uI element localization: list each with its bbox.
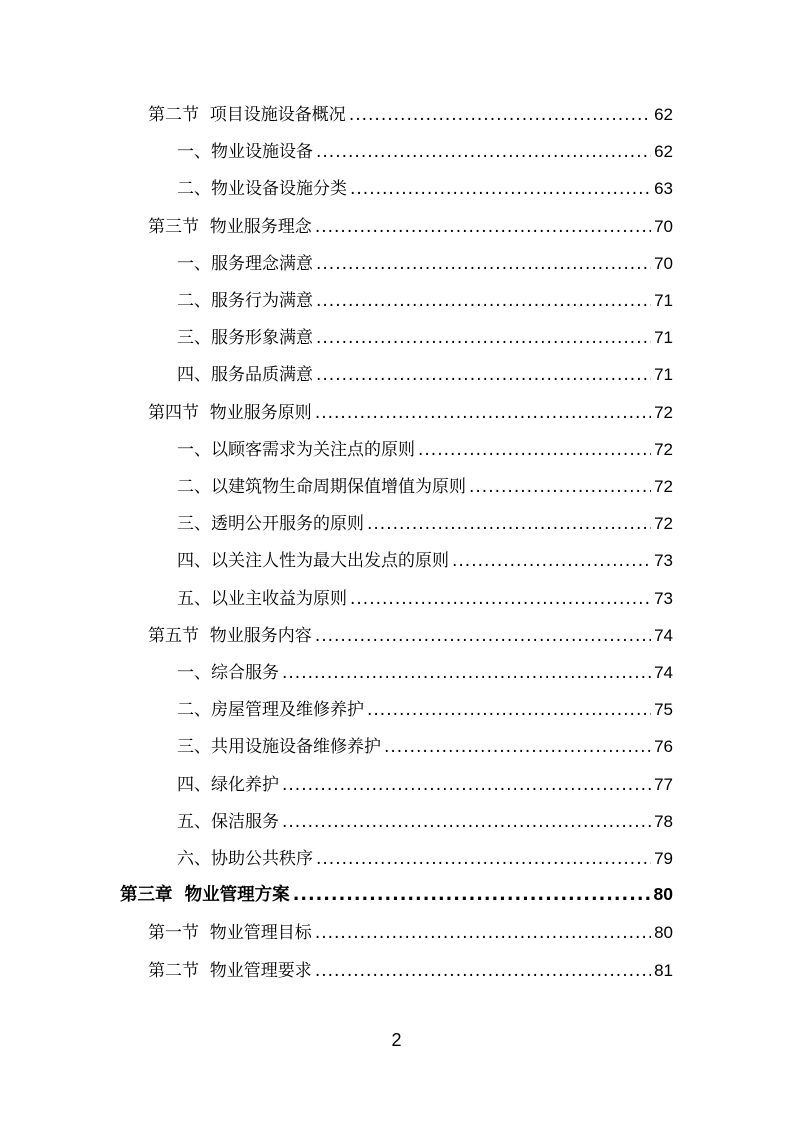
toc-entry-title: 四、服务品质满意 [177,365,313,386]
toc-dot-leader [315,217,651,237]
toc-entry-page: 72 [654,402,673,422]
toc-entry-title: 一、综合服务 [177,663,279,683]
toc-dot-leader [350,589,651,609]
toc-entry-title: 二、房屋管理及维修养护 [177,700,364,721]
toc-entry[interactable] [177,174,673,211]
toc-entry-title: 五、以业主收益为原则 [177,588,347,609]
toc-entry-page: 79 [654,849,673,868]
toc-entry-page: 73 [654,551,673,571]
toc-entry-title: 第二节 项目设施设备概况 [148,105,346,125]
toc-entry-page: 73 [654,588,673,608]
toc-entry-title: 第五节 物业服务内容 [148,625,312,646]
toc-dot-leader [293,885,651,905]
toc-dot-leader [384,737,651,757]
toc-dot-leader [315,403,651,423]
toc-entry[interactable] [177,732,673,769]
toc-dot-leader [349,105,651,125]
toc-dot-leader [282,663,651,683]
toc-entry-title: 第二节 物业管理要求 [148,960,312,981]
toc-entry[interactable] [177,695,673,732]
toc-entry-page: 70 [654,253,673,273]
toc-entry-title: 四、以关注人性为最大出发点的原则 [177,551,449,572]
toc-entry[interactable] [177,249,673,286]
toc-entry-title: 二、物业设备设施分类 [177,179,347,200]
toc-entry-page: 75 [654,700,673,720]
page-number: 2 [391,1030,402,1050]
toc-entry-page: 74 [654,625,673,645]
toc-entry-page: 77 [654,774,673,794]
toc-entry-page: 80 [654,923,673,943]
toc-entry[interactable] [120,881,673,918]
toc-entry-title: 一、以顾客需求为关注点的原则 [177,439,415,460]
toc-entry[interactable] [177,360,673,397]
toc-entry[interactable] [148,621,673,658]
toc-dot-leader [316,849,651,869]
toc-entry-title: 三、共用设施设备维修养护 [177,737,381,758]
toc-entry[interactable] [148,956,673,993]
toc-entry[interactable] [177,584,673,621]
toc-entry-page: 71 [654,365,673,385]
toc-dot-leader [452,551,651,571]
toc-entry-page: 72 [654,439,673,459]
toc-entry-page: 62 [654,142,673,162]
toc-entry-title: 第四节 物业服务原则 [148,402,312,423]
toc-dot-leader [316,142,651,162]
toc-entry-title: 二、以建筑物生命周期保值增值为原则 [177,477,466,497]
toc-dot-leader [367,700,651,720]
toc-entry-page: 76 [654,737,673,757]
toc-dot-leader [315,923,651,943]
toc-entry-title: 一、物业设施设备 [177,142,313,163]
toc-dot-leader [418,440,651,460]
toc-dot-leader [282,812,651,832]
toc-entry-title: 二、服务行为满意 [177,291,313,311]
toc-entry[interactable] [177,435,673,472]
toc-entry-page: 80 [653,884,673,905]
toc-entry[interactable] [148,398,673,435]
toc-entry[interactable] [148,212,673,249]
toc-entry[interactable] [177,509,673,546]
toc-entry[interactable] [177,770,673,807]
toc-entry-page: 78 [654,811,673,831]
toc-dot-leader [316,328,651,348]
toc-entry-title: 四、绿化养护 [177,774,279,795]
toc-entry[interactable] [177,323,673,360]
toc-entry-page: 81 [654,960,673,980]
toc-entry-page: 71 [654,291,673,310]
toc-dot-leader [316,365,651,385]
toc-entry-title: 六、协助公共秩序 [177,849,313,869]
toc-entry-title: 第三节 物业服务理念 [148,216,312,237]
toc-entry-title: 三、服务形象满意 [177,328,313,349]
toc-entry[interactable] [177,286,673,323]
toc-entry[interactable] [148,100,673,137]
toc-entry-title: 三、透明公开服务的原则 [177,514,364,535]
toc-entry[interactable] [177,472,673,509]
toc-dot-leader [282,775,651,795]
toc-entry[interactable] [177,844,673,881]
toc-entry-page: 71 [654,328,673,348]
toc-entry[interactable] [177,546,673,583]
toc-dot-leader [367,514,651,534]
toc-dot-leader [315,626,651,646]
toc-entry-title: 一、服务理念满意 [177,253,313,274]
toc-entry[interactable] [177,807,673,844]
toc-entry-page: 74 [654,663,673,682]
toc-entry-page: 63 [654,179,673,199]
toc-dot-leader [315,961,651,981]
toc-entry-page: 62 [654,105,673,124]
toc-entry-title: 第三章 物业管理方案 [120,885,290,906]
toc-dot-leader [316,291,651,311]
toc-entry-title: 第一节 物业管理目标 [148,923,312,944]
toc-dot-leader [316,254,651,274]
toc-entry[interactable] [177,658,673,695]
toc-entry[interactable] [177,137,673,174]
toc-entry-page: 72 [654,514,673,534]
toc-entry-page: 72 [654,477,673,496]
toc-entry-page: 70 [654,216,673,236]
toc-dot-leader [469,477,651,497]
toc-entry[interactable] [148,918,673,955]
toc-entry-title: 五、保洁服务 [177,811,279,832]
toc-dot-leader [350,179,651,199]
